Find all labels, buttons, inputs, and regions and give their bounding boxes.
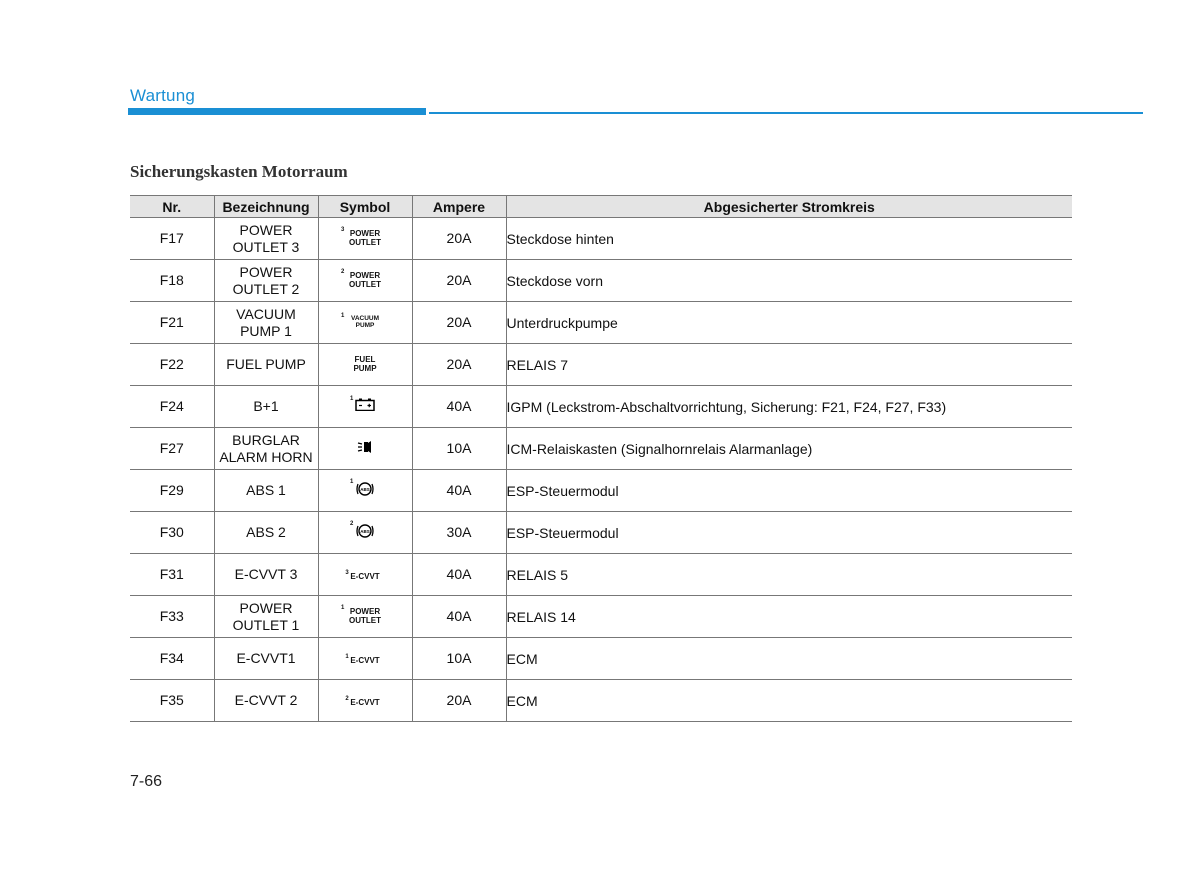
fuse-symbol-label	[341, 313, 384, 329]
symbol-index: 2	[345, 696, 349, 702]
symbol-index: 1	[345, 654, 349, 660]
fuse-circuit: Steckdose hinten	[506, 218, 1072, 260]
page-number: 7-66	[130, 773, 163, 790]
abs-icon	[350, 478, 375, 499]
fuse-number: F17	[130, 218, 214, 260]
fuse-ampere: 10A	[412, 428, 506, 470]
fuse-symbol	[318, 344, 412, 386]
fuse-ampere: 40A	[412, 470, 506, 512]
fuse-symbol	[318, 470, 412, 512]
col-header-symbol: Symbol	[318, 196, 412, 218]
svg-text:ABS: ABS	[360, 486, 370, 492]
fuse-ampere: 20A	[412, 260, 506, 302]
fuse-ampere: 40A	[412, 386, 506, 428]
symbol-text: FUEL PUMP	[353, 354, 377, 373]
fuse-circuit: RELAIS 7	[506, 344, 1072, 386]
fuse-ampere: 10A	[412, 638, 506, 680]
fuse-circuit: ICM-Relaiskasten (Signalhornrelais Alarmanlage)	[506, 428, 1072, 470]
fuse-circuit: ESP-Steuermodul	[506, 512, 1072, 554]
col-header-ampere: Ampere	[412, 196, 506, 218]
fuse-name: ABS 2	[214, 512, 318, 554]
fuse-symbol	[318, 260, 412, 302]
header-bar-thin	[429, 112, 1143, 114]
table-row	[130, 680, 1072, 722]
abs-icon	[350, 520, 375, 541]
battery-icon	[350, 396, 375, 413]
fuse-symbol	[318, 428, 412, 470]
fuse-ampere: 20A	[412, 344, 506, 386]
fuse-symbol	[318, 218, 412, 260]
fuse-circuit: RELAIS 14	[506, 596, 1072, 638]
table-row	[130, 218, 1072, 260]
fuse-number: F22	[130, 344, 214, 386]
fuse-symbol-label	[341, 604, 384, 625]
fuse-symbol	[318, 512, 412, 554]
section-header-title: Wartung	[130, 86, 196, 105]
fuse-circuit: Steckdose vorn	[506, 260, 1072, 302]
fuse-name: E-CVVT 3	[214, 554, 318, 596]
fuse-ampere: 40A	[412, 596, 506, 638]
fuse-name: POWER OUTLET 1	[214, 596, 318, 638]
table-row	[130, 386, 1072, 428]
fuse-number: F29	[130, 470, 214, 512]
symbol-index: 2	[350, 520, 354, 527]
col-header-stromkreis: Abgesicherter Stromkreis	[506, 196, 1072, 218]
fuse-name: POWER OUTLET 3	[214, 218, 318, 260]
svg-text:ABS: ABS	[360, 528, 370, 534]
fuse-ampere: 20A	[412, 680, 506, 722]
fuse-number: F35	[130, 680, 214, 722]
fuse-name: VACUUM PUMP 1	[214, 302, 318, 344]
symbol-text: E-CVVT	[350, 656, 380, 665]
fuse-number: F31	[130, 554, 214, 596]
symbol-text: E-CVVT	[350, 572, 380, 581]
fuse-circuit: ECM	[506, 680, 1072, 722]
fuse-name: E-CVVT1	[214, 638, 318, 680]
symbol-text: VACUUM PUMP	[350, 315, 380, 329]
fuse-symbol	[318, 680, 412, 722]
horn-icon	[357, 439, 373, 457]
fuse-name: B+1	[214, 386, 318, 428]
fuse-number: F27	[130, 428, 214, 470]
symbol-index: 3	[345, 570, 349, 576]
fuse-number: F21	[130, 302, 214, 344]
fuse-name: POWER OUTLET 2	[214, 260, 318, 302]
table-row	[130, 470, 1072, 512]
symbol-text: POWER OUTLET	[349, 228, 381, 247]
page-title: Sicherungskasten Motorraum	[130, 162, 348, 181]
symbol-index: 2	[341, 268, 345, 275]
fuse-symbol-label	[346, 355, 384, 373]
table-row	[130, 638, 1072, 680]
fuse-name: FUEL PUMP	[214, 344, 318, 386]
symbol-index: 1	[350, 396, 354, 402]
fuse-number: F30	[130, 512, 214, 554]
fuse-ampere: 20A	[412, 302, 506, 344]
fuse-symbol	[318, 596, 412, 638]
col-header-bezeichnung: Bezeichnung	[214, 196, 318, 218]
fuse-ampere: 40A	[412, 554, 506, 596]
fuse-number: F33	[130, 596, 214, 638]
fuse-name: ABS 1	[214, 470, 318, 512]
fuse-symbol-label	[341, 268, 384, 289]
table-row	[130, 344, 1072, 386]
fuse-ampere: 30A	[412, 512, 506, 554]
fuse-symbol	[318, 554, 412, 596]
symbol-index: 1	[341, 604, 345, 611]
fuse-symbol	[318, 638, 412, 680]
fuse-symbol-label	[345, 654, 380, 665]
table-header-row	[130, 196, 1072, 218]
fuse-circuit: ESP-Steuermodul	[506, 470, 1072, 512]
fuse-symbol-label	[345, 696, 380, 707]
table-row	[130, 596, 1072, 638]
fuse-symbol-label	[341, 226, 384, 247]
fuse-number: F24	[130, 386, 214, 428]
table-row	[130, 428, 1072, 470]
fuse-table	[130, 195, 1072, 722]
fuse-circuit: ECM	[506, 638, 1072, 680]
fuse-number: F18	[130, 260, 214, 302]
table-row	[130, 554, 1072, 596]
table-row	[130, 512, 1072, 554]
fuse-circuit: IGPM (Leckstrom-Abschaltvorrichtung, Sicherung: F21, F24, F27, F33)	[506, 386, 1072, 428]
fuse-circuit: RELAIS 5	[506, 554, 1072, 596]
fuse-symbol-label	[345, 570, 380, 581]
col-header-nr: Nr.	[130, 196, 214, 218]
header-bar-thick	[128, 108, 426, 115]
symbol-index: 1	[341, 313, 345, 319]
fuse-name: BURGLAR ALARM HORN	[214, 428, 318, 470]
fuse-circuit: Unterdruckpumpe	[506, 302, 1072, 344]
fuse-symbol	[318, 386, 412, 428]
symbol-text: POWER OUTLET	[349, 606, 381, 625]
table-row	[130, 260, 1072, 302]
symbol-text: POWER OUTLET	[349, 270, 381, 289]
symbol-index: 3	[341, 226, 345, 233]
symbol-index: 1	[350, 478, 354, 485]
symbol-text: E-CVVT	[350, 698, 380, 707]
fuse-name: E-CVVT 2	[214, 680, 318, 722]
fuse-ampere: 20A	[412, 218, 506, 260]
fuse-symbol	[318, 302, 412, 344]
table-row	[130, 302, 1072, 344]
fuse-number: F34	[130, 638, 214, 680]
